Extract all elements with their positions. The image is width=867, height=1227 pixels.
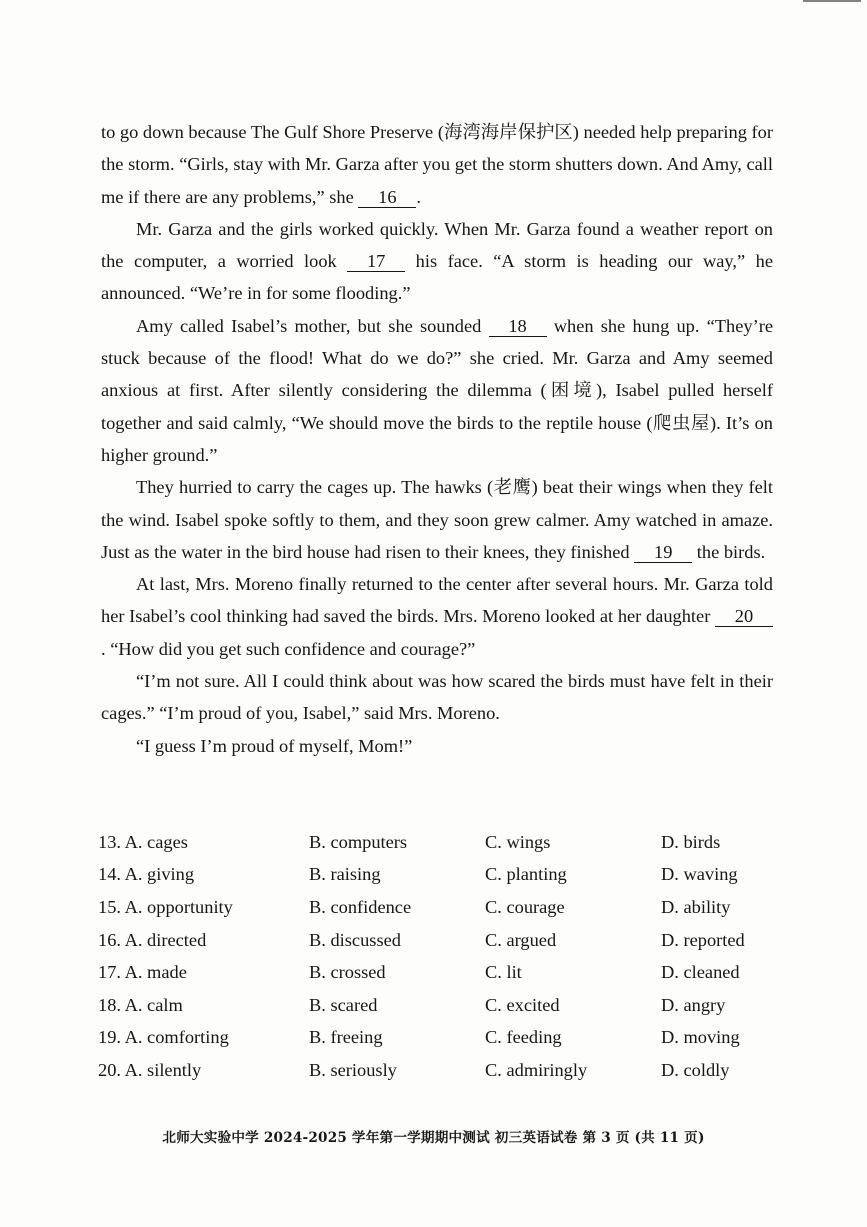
- paragraph-text: They hurried to carry the cages up. The hawks (老鹰) beat their wings when they felt the wind. Isabel spoke softly to them, and they soon grew calmer. Amy watched in amaze. Just as the water in the bird house had risen to their knees, they finished: [101, 477, 773, 562]
- option-a: 18. A. calm: [98, 994, 183, 1015]
- paragraph-text: the birds.: [692, 541, 766, 562]
- blank-16: 16: [358, 187, 416, 208]
- option-a: 14. A. giving: [98, 864, 195, 885]
- option-d: D. birds: [661, 831, 721, 852]
- question-13-options: [98, 826, 778, 859]
- question-20-options: [98, 1054, 778, 1087]
- paragraph-3: [101, 310, 773, 471]
- paragraph-1: [101, 116, 773, 213]
- option-d: D. coldly: [661, 1059, 730, 1080]
- option-d: D. angry: [661, 994, 726, 1015]
- option-a: 17. A. made: [98, 962, 187, 983]
- page-footer: 北师大实验中学 2024-2025 学年第一学期期中测试 初三英语试卷 第 3 页 (共 11 页): [162, 1130, 705, 1146]
- option-c: C. courage: [485, 896, 565, 917]
- option-c: C. lit: [485, 962, 522, 983]
- option-b: B. seriously: [309, 1059, 397, 1080]
- answer-options: [98, 826, 778, 1087]
- option-d: D. moving: [661, 1027, 740, 1048]
- paragraph-text: to go down because The Gulf Shore Preserve (海湾海岸保护区) needed help preparing for the storm. “Girls, stay with Mr. Garza after you get the storm shutters down. And Amy, call me if there are any problems,” she: [101, 122, 773, 207]
- paragraph-text: when she hung up. “They’re stuck because of the flood! What do we do?” she cried. Mr. Garza and Amy seemed anxious at first. After silently considering the dilemma (困境), Isabel pulled herself together and said calmly, “We should move the birds to the reptile house (爬虫屋). It’s on higher ground.”: [101, 315, 774, 465]
- paragraph-text: “I guess I’m proud of myself, Mom!”: [136, 735, 413, 756]
- blank-20: 20: [715, 606, 773, 627]
- paragraph-5: [101, 568, 773, 665]
- option-b: B. computers: [309, 831, 408, 852]
- paragraph-6: [101, 665, 773, 730]
- option-a: 20. A. silently: [98, 1059, 202, 1080]
- option-d: D. ability: [661, 896, 731, 917]
- question-15-options: [98, 891, 778, 924]
- option-c: C. excited: [485, 994, 560, 1015]
- option-c: C. argued: [485, 929, 557, 950]
- option-b: B. raising: [309, 864, 381, 885]
- paragraph-text: “I’m not sure. All I could think about was how scared the birds must have felt in their cages.” “I’m proud of you, Isabel,” said Mrs. Moreno.: [101, 671, 773, 724]
- blank-19: 19: [634, 542, 692, 563]
- option-c: C. feeding: [485, 1027, 562, 1048]
- question-18-options: [98, 989, 778, 1022]
- paragraph-2: [101, 213, 773, 310]
- option-b: B. scared: [309, 994, 378, 1015]
- option-c: C. admiringly: [485, 1059, 588, 1080]
- question-17-options: [98, 956, 778, 989]
- question-19-options: [98, 1022, 778, 1055]
- option-b: B. crossed: [309, 962, 386, 983]
- option-b: B. confidence: [309, 896, 412, 917]
- paragraph-text: Amy called Isabel’s mother, but she sounded: [136, 315, 489, 336]
- option-d: D. waving: [661, 864, 738, 885]
- option-b: B. freeing: [309, 1027, 383, 1048]
- option-c: C. planting: [485, 864, 567, 885]
- reading-passage: [101, 116, 773, 762]
- paragraph-7: [101, 730, 773, 762]
- option-a: 16. A. directed: [98, 929, 207, 950]
- paragraph-text: At last, Mrs. Moreno finally returned to the center after several hours. Mr. Garza told her Isabel’s cool thinking had saved the birds. Mrs. Moreno looked at her daughter: [101, 574, 773, 627]
- option-d: D. cleaned: [661, 962, 740, 983]
- option-a: 15. A. opportunity: [98, 896, 233, 917]
- question-14-options: [98, 859, 778, 892]
- paragraph-4: [101, 471, 773, 568]
- paragraph-text: Mr. Garza and the girls worked quickly. When Mr. Garza found a weather report on the computer, a worried look: [101, 218, 773, 272]
- option-a: 19. A. comforting: [98, 1027, 229, 1048]
- paragraph-text: his face. “A storm is heading our way,” he announced. “We’re in for some flooding.”: [101, 251, 773, 304]
- option-d: D. reported: [661, 929, 745, 950]
- paragraph-text: . “How did you get such confidence and courage?”: [101, 638, 476, 659]
- option-c: C. wings: [485, 831, 551, 852]
- paragraph-text: .: [416, 186, 421, 207]
- option-b: B. discussed: [309, 929, 401, 950]
- blank-18: 18: [489, 316, 547, 337]
- blank-17: 17: [347, 251, 405, 272]
- option-a: 13. A. cages: [98, 831, 188, 852]
- scan-mark: [803, 0, 861, 6]
- question-16-options: [98, 924, 778, 957]
